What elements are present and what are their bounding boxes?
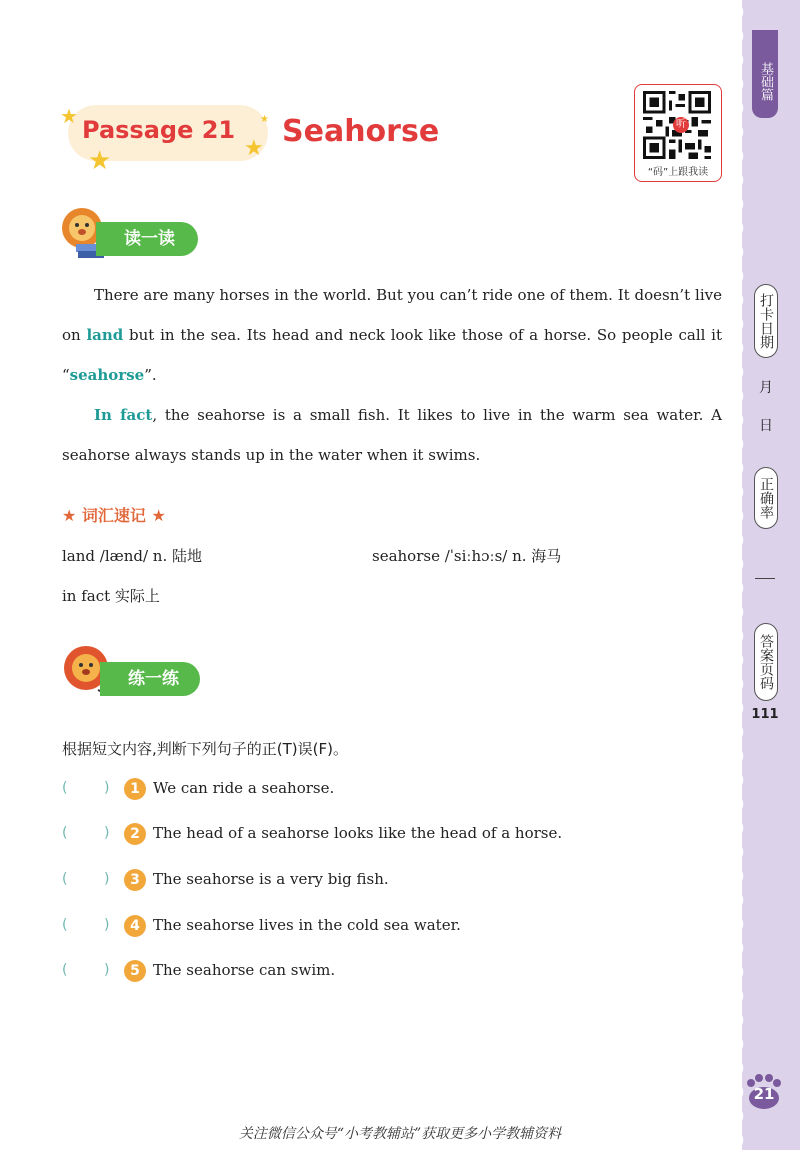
checkin-date-label: 打卡日期 [754, 284, 778, 358]
star-icon: ★ [260, 114, 269, 125]
star-icon: ★ [60, 104, 78, 128]
answer-page-number: 111 [751, 707, 779, 722]
question-number: 2 [124, 823, 146, 845]
question-text: We can ride a seahorse. [153, 779, 335, 797]
answer-blank[interactable] [70, 821, 102, 847]
answer-blank[interactable] [70, 776, 102, 802]
answer-blank[interactable] [70, 958, 102, 984]
question-text: The seahorse is a very big fish. [153, 870, 389, 888]
answer-blank[interactable] [70, 867, 102, 893]
listen-badge: 听 [673, 117, 689, 133]
vocab-title: ★ 词汇速记 ★ [62, 506, 166, 525]
passage-paragraph-1: There are many horses in the world. But you can’t ride one of them. It doesn’t live on land but in the sea. Its head and neck look like those of a horse. So people call it “seahorse”. [62, 286, 723, 384]
question-row: ( ) 3 The seahorse is a very big fish. [62, 867, 682, 895]
question-row: ( ) 2 The head of a seahorse looks like the head of a horse. [62, 821, 682, 849]
question-text: The head of a seahorse looks like the head of a horse. [153, 824, 563, 842]
page-number: 21 [753, 1085, 775, 1103]
question-text: The seahorse lives in the cold sea water. [153, 916, 461, 934]
question-row: ( ) 5 The seahorse can swim. [62, 958, 682, 986]
question-number: 3 [124, 869, 146, 891]
passage-number: Passage 21 [82, 116, 236, 144]
question-row: ( ) 1 We can ride a seahorse. [62, 776, 682, 804]
month-label: 月 [759, 380, 773, 396]
answer-blank[interactable] [70, 913, 102, 939]
question-number: 1 [124, 778, 146, 800]
vocab-item: land /lænd/ n. 陆地 [62, 547, 203, 565]
passage-paragraph-2: In fact, the seahorse is a small fish. It likes to live in the warm sea water. A seahorse always stands up in the water when it swims. [62, 406, 722, 464]
footer-text: 关注微信公众号“小考教辅站”获取更多小学教辅资料 [238, 1126, 562, 1142]
answer-page-label: 答案页码 [754, 623, 778, 701]
section-tab-basic[interactable]: 基础篇 [752, 30, 778, 118]
qr-code-panel[interactable] [634, 84, 722, 182]
side-strip [742, 0, 800, 1150]
side-divider [755, 578, 775, 579]
instruction-text: 根据短文内容,判断下列句子的正(T)误(F)。 [62, 740, 348, 758]
question-number: 4 [124, 915, 146, 937]
vocab-item: in fact 实际上 [62, 587, 160, 605]
highlight-phrase-in-fact: In fact [94, 406, 153, 424]
vocab-item: seahorse /ˈsiːhɔːs/ n. 海马 [372, 547, 562, 565]
page-number-badge [744, 1074, 784, 1110]
question-number: 5 [124, 960, 146, 982]
read-section-label: 读一读 [96, 222, 198, 256]
star-icon: ★ [244, 136, 264, 161]
highlight-word-seahorse: seahorse [69, 366, 145, 384]
question-row: ( ) 4 The seahorse lives in the cold sea water. [62, 913, 682, 941]
page-title: Seahorse [282, 114, 440, 149]
accuracy-label: 正确率 [754, 467, 778, 529]
question-text: The seahorse can swim. [153, 961, 336, 979]
star-icon: ★ [88, 146, 112, 176]
day-label: 日 [759, 418, 773, 434]
practice-section-label: 练一练 [100, 662, 200, 696]
qr-caption: “码”上跟我读 [647, 167, 709, 178]
highlight-word-land: land [86, 326, 124, 344]
